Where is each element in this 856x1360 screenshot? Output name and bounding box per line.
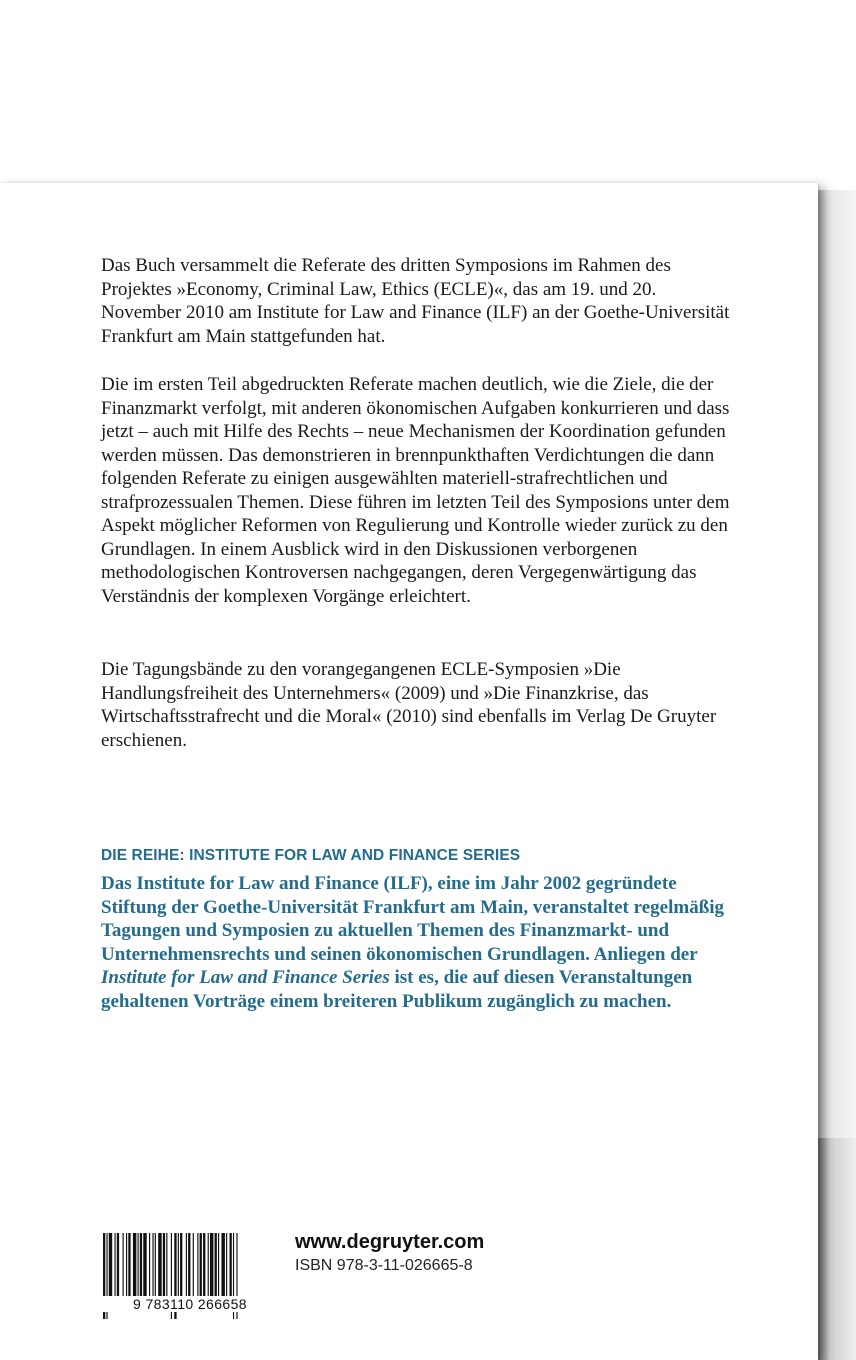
barcode-digits: 9 783110 266658 [101, 1296, 279, 1312]
series-text-part-2: ist es, die auf diesen Veranstaltungen gehaltenen Vorträge einem breiteren Publikum zugänglich zu machen. [101, 967, 693, 1012]
back-cover [0, 183, 818, 1360]
barcode-bar [188, 1233, 190, 1297]
barcode-bar [109, 1233, 112, 1297]
series-title-italic: Institute for Law and Finance Series [101, 967, 390, 988]
barcode-bar [115, 1233, 116, 1297]
barcode-bar [117, 1233, 119, 1297]
barcode-bar [149, 1233, 150, 1297]
barcode-bar [221, 1233, 224, 1297]
barcode-bar [203, 1233, 205, 1297]
barcode-bar [218, 1233, 219, 1297]
barcode-bar [200, 1233, 202, 1297]
publisher-url: www.degruyter.com [295, 1231, 485, 1253]
barcode-bar [166, 1233, 167, 1297]
barcode-bar [133, 1233, 136, 1297]
barcode-bar [215, 1233, 217, 1297]
barcode-bar [230, 1233, 232, 1297]
barcode-bar [193, 1233, 194, 1297]
barcode-bar [208, 1233, 209, 1297]
barcode-bar [143, 1233, 146, 1297]
barcode-bar [126, 1233, 127, 1297]
book-page-edge-shadow [818, 1138, 856, 1360]
barcode-bar [140, 1233, 142, 1297]
barcode-bar [226, 1233, 227, 1297]
blurb-paragraph-1: Das Buch versammelt die Referate des dritten Symposions im Rahmen des Projektes »Economy, Criminal Law, Ethics (ECLE)«, das am 19. und 20. November 2010 am Institute for Law and Finance (ILF) an der Goethe-Universität Frankfurt am Main stattgefunden hat. [101, 255, 730, 347]
barcode-bar [155, 1233, 156, 1297]
barcode-bar [128, 1233, 130, 1297]
barcode-bar [152, 1233, 153, 1297]
barcode-bar [163, 1233, 165, 1297]
series-text-part-1: Das Institute for Law and Finance (ILF), eine im Jahr 2002 gegründete Stiftung der Goethe-Universität Frankfurt am Main, veranstaltet regelmäßig Tagungen und Symposien zu aktuellen Themen des Finanzmarkt- und Unternehmensrechts und seinen ökonomischen Grundlagen. Anliegen der [101, 873, 725, 965]
barcode-bar [186, 1233, 187, 1297]
barcode-bar [210, 1233, 213, 1297]
isbn-number: ISBN 978-3-11-026665-8 [295, 1257, 473, 1274]
barcode-bar [178, 1233, 179, 1297]
barcode-bar [138, 1233, 139, 1297]
blurb-paragraph-3: Die Tagungsbände zu den vorangegangenen ECLE-Symposien »Die Handlungsfreiheit des Unternehmers« (2009) und »Die Finanzkrise, das Wirtschaftsstrafrecht und die Moral« (2010) sind ebenfalls im Verlag De Gruyter erschienen. [101, 659, 717, 751]
barcode-bar [123, 1233, 124, 1297]
barcode-bar [158, 1233, 161, 1297]
series-description [101, 872, 741, 1013]
blurb-paragraph-2: Die im ersten Teil abgedruckten Referate machen deutlich, wie die Ziele, die der Finanzmarkt verfolgt, mit anderen ökonomischen Aufgaben konkurrieren und dass jetzt – auch mit Hilfe des Rechts – neue Mechanismen der Koordination gefunden werden müssen. Das demonstrieren in brennpunkthaften Verdichtungen die dann folgenden Referate zu einigen ausgewählten materiell-strafrechtlichen und strafprozessualen Themen. Diese führen im letzten Teil des Symposions unter dem Aspekt möglicher Reformen von Regulierung und Kontrolle wieder zurück zu den Grundlagen. In einem Ausblick wird in den Diskussionen verborgenen methodologischen Kontroversen nachgegangen, deren Vergegenwärtigung das Verständnis der komplexen Vorgänge erleichtert. [101, 374, 730, 607]
series-heading: DIE REIHE: INSTITUTE FOR LAW AND FINANCE SERIES [101, 847, 521, 864]
barcode-bar [197, 1233, 198, 1297]
barcode-bar [180, 1233, 182, 1297]
